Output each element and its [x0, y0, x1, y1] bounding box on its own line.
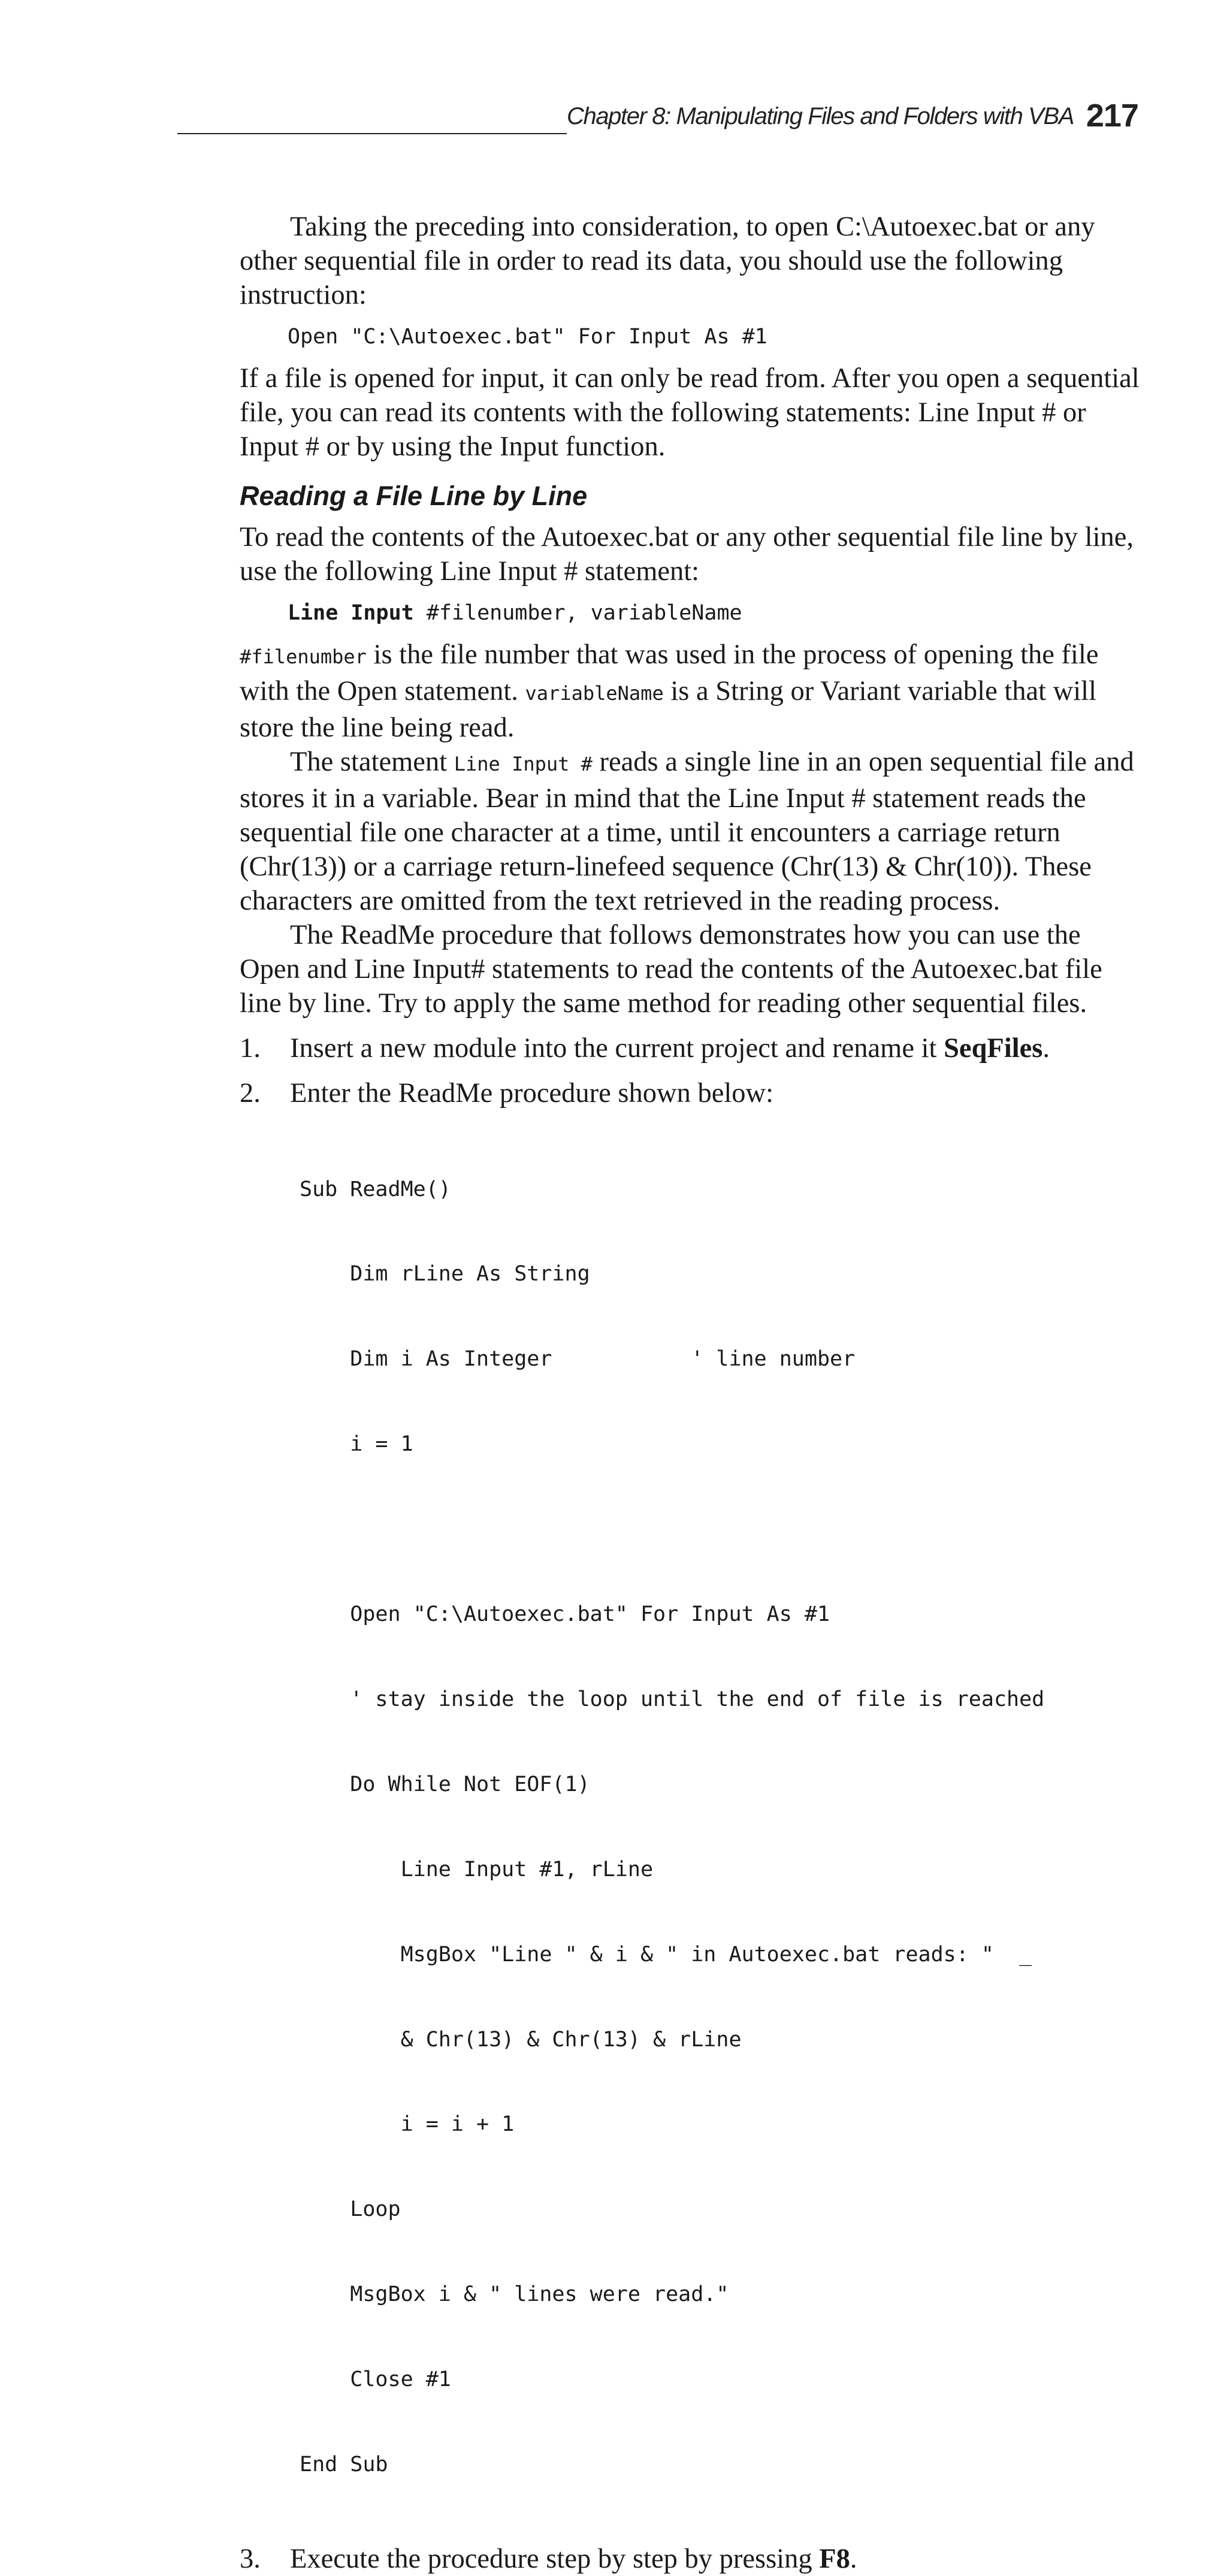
paragraph-readme: The ReadMe procedure that follows demonstrates how you can use the Open and Line Input# statements to read the contents of the Autoexec.bat file line by line. Try to apply the same method for reading other sequential files.: [240, 920, 1102, 1019]
code-listing-line: i = 1: [300, 1432, 413, 1457]
step-number: 3.: [240, 2543, 261, 2574]
code-listing-line: ' stay inside the loop until the end of file is reached: [300, 1687, 1045, 1711]
step-bold: SeqFiles: [944, 1033, 1043, 1064]
running-header: [177, 95, 1138, 137]
code-listing-line: Close #1: [300, 2367, 451, 2392]
section-heading: Reading a File Line by Line: [240, 481, 588, 511]
step-bold: F8: [819, 2543, 850, 2574]
step-text: Execute the procedure step by step by pressing F8.: [290, 2543, 857, 2574]
step-item: [240, 1031, 1144, 1065]
step-text: Insert a new module into the current project and rename it SeqFiles.: [290, 1033, 1050, 1064]
code-listing-line: Dim i As Integer ' line number: [300, 1347, 856, 1372]
syntax-args: #filenumber, variableName: [413, 601, 742, 625]
code-listing-line: Do While Not EOF(1): [300, 1772, 590, 1796]
paragraph-input-mode: If a file is opened for input, it can only be read from. After you open a sequential file, you can read its contents with the following statements: Line Input # or Input # or by using the Input function.: [240, 363, 1140, 462]
inline-code-line-input: Line Input #: [454, 753, 593, 775]
paragraph-line-input-intro: To read the contents of the Autoexec.bat or any other sequential file line by line, use the following Line Input # statement:: [240, 522, 1134, 587]
step-item: [240, 1076, 1144, 1110]
code-listing-line: i = i + 1: [300, 2112, 515, 2137]
code-open-statement: Open "C:\Autoexec.bat" For Input As #1: [288, 325, 767, 349]
code-listing-line: MsgBox i & " lines were read.": [300, 2282, 729, 2307]
paragraph-statement-text2: reads a single line in an open sequential file and stores it in a variable. Bear in mind that the Line Input # statement reads the sequential file one character at a time, until it encounters a carriage return (Chr(13)) or a carriage return-linefeed sequence (Chr(13) & Chr(10)). These characters are omitted from the text retrieved in the reading process.: [240, 747, 1134, 916]
paragraph-statement: [240, 745, 1144, 918]
code-listing-readme: [240, 1119, 1144, 2536]
inline-code-variablename: variableName: [525, 682, 664, 705]
code-listing-line: Loop: [300, 2197, 401, 2222]
paragraph-filenumber: [240, 638, 1144, 745]
code-listing-line: [300, 1515, 1144, 1544]
page-body: [240, 210, 1144, 2576]
paragraph-statement-text1: The statement: [290, 747, 454, 777]
code-syntax: [240, 599, 1144, 627]
step-text: Enter the ReadMe procedure shown below:: [290, 1078, 774, 1109]
step-number: 2.: [240, 1078, 261, 1109]
step-item: [240, 2542, 1144, 2576]
code-listing-line: & Chr(13) & Chr(13) & rLine: [300, 2027, 742, 2052]
code-listing-line: Open "C:\Autoexec.bat" For Input As #1: [300, 1602, 830, 1627]
code-listing-line: Sub ReadMe(): [300, 1177, 451, 1201]
code-listing-line: Dim rLine As String: [300, 1262, 590, 1287]
chapter-title: Chapter 8: Manipulating Files and Folders with VBA: [567, 103, 1074, 129]
paragraph-filenumber-text2: is a String or Variant variable that will store the line being read.: [240, 676, 1097, 743]
step-number: 1.: [240, 1033, 261, 1064]
code-listing-line: Line Input #1, rLine: [300, 1857, 654, 1882]
page-number: 217: [1086, 98, 1138, 134]
paragraph-intro: Taking the preceding into consideration, to open C:\Autoexec.bat or any other sequential file in order to read its data, you should use the following instruction:: [240, 212, 1095, 310]
paragraph-filenumber-text1: is the file number that was used in the process of opening the file with the Open statement.: [240, 639, 1099, 706]
code-listing-line: MsgBox "Line " & i & " in Autoexec.bat reads: " _: [300, 1942, 1032, 1967]
code-listing-line: End Sub: [300, 2452, 388, 2477]
inline-code-filenumber: #filenumber: [240, 645, 367, 668]
syntax-keyword: Line Input: [288, 601, 414, 625]
header-rule: [177, 133, 567, 134]
